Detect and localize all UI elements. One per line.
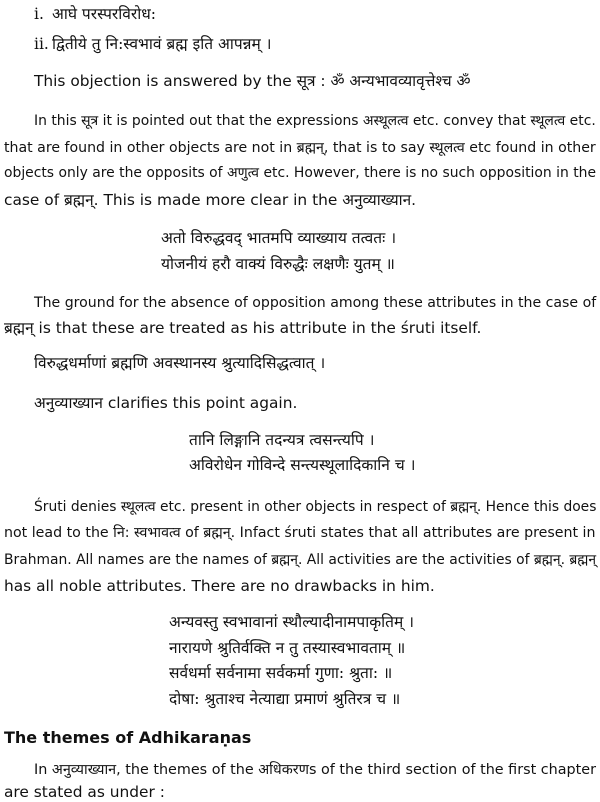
paragraph-line: objects only are the opposits of अणुत्व etc. However, there is no such opposition in the bbox=[4, 165, 596, 181]
paragraph-line: In this सूत्र it is pointed out that the expressions अस्थूलत्व etc. convey that स्थूलत्व etc. bbox=[34, 113, 596, 129]
paragraph-line: ब्रह्मन् is that these are treated as his attribute in the śruti itself. bbox=[4, 319, 482, 337]
verse-line: दोषा: श्रुताश्च नेत्याद्या प्रमाणं श्रुतिरत्र च ॥ bbox=[169, 690, 401, 708]
list-marker: ii. bbox=[34, 35, 49, 53]
paragraph-line: अनुव्याख्यान clarifies this point again. bbox=[34, 394, 298, 412]
verse-line: योजनीयं हरौ वाक्यं विरुद्धैः लक्षणैः युतम् ॥ bbox=[161, 255, 395, 273]
paragraph-line: are stated as under : bbox=[4, 783, 165, 801]
verse-line: अन्यवस्तु स्वभावानां स्थौल्यादीनामपाकृतिम् । bbox=[169, 613, 415, 631]
list-marker: i. bbox=[34, 5, 44, 23]
paragraph-line: The ground for the absence of opposition among these attributes in the case of bbox=[34, 295, 597, 311]
verse-line: सर्वधर्मा सर्वनामा सर्वकर्मा गुणा: श्रुता: ॥ bbox=[169, 664, 393, 682]
paragraph-line: that are found in other objects are not in ब्रह्मन्, that is to say स्थूलत्व etc found in other bbox=[4, 140, 596, 156]
list-item bbox=[34, 34, 272, 54]
list-text: द्वितीये तु नि:स्वभावं ब्रह्म इति आपन्नम् । bbox=[52, 35, 272, 53]
sanskrit-line: विरुद्धधर्माणां ब्रह्मणि अवस्थानस्य श्रुत्यादिसिद्धत्वात् । bbox=[34, 354, 326, 372]
paragraph-line: Śruti denies स्थूलत्व etc. present in other objects in respect of ब्रह्मन्. Hence this does bbox=[34, 499, 597, 515]
verse-line: अविरोधेन गोविन्दे सन्त्यस्थूलादिकानि च । bbox=[189, 456, 416, 474]
verse-line: नारायणे श्रुतिर्वक्ति न तु तस्यास्वभावताम् ॥ bbox=[169, 639, 406, 657]
verse-line: तानि लिङ्गानि तदन्यत्र त्वसन्त्यपि । bbox=[189, 431, 375, 449]
list-text: आघे परस्परविरोध: bbox=[52, 5, 156, 23]
paragraph-line: case of ब्रह्मन्. This is made more clear in the अनुव्याख्यान. bbox=[4, 191, 417, 209]
paragraph-line: This objection is answered by the सूत्र : ॐ अन्यभावव्यावृत्तेश्च ॐ bbox=[34, 72, 471, 90]
section-heading: The themes of Adhikaraṇas bbox=[4, 728, 252, 747]
paragraph-line: not lead to the नि: स्वभावत्व of ब्रह्मन्. Infact śruti states that all attributes are present in bbox=[4, 525, 596, 541]
paragraph-line: has all noble attributes. There are no drawbacks in him. bbox=[4, 577, 435, 595]
list-item bbox=[34, 4, 156, 24]
paragraph-line: In अनुव्याख्यान, the themes of the अधिकरणs of the third section of the first chapter bbox=[34, 762, 596, 778]
paragraph-line: Brahman. All names are the names of ब्रह्मन्. All activities are the activities of ब्रह्मन्. ब्रह्मन् bbox=[4, 552, 597, 568]
verse-line: अतो विरुद्धवद् भातमपि व्याख्याय तत्वतः । bbox=[161, 229, 397, 247]
